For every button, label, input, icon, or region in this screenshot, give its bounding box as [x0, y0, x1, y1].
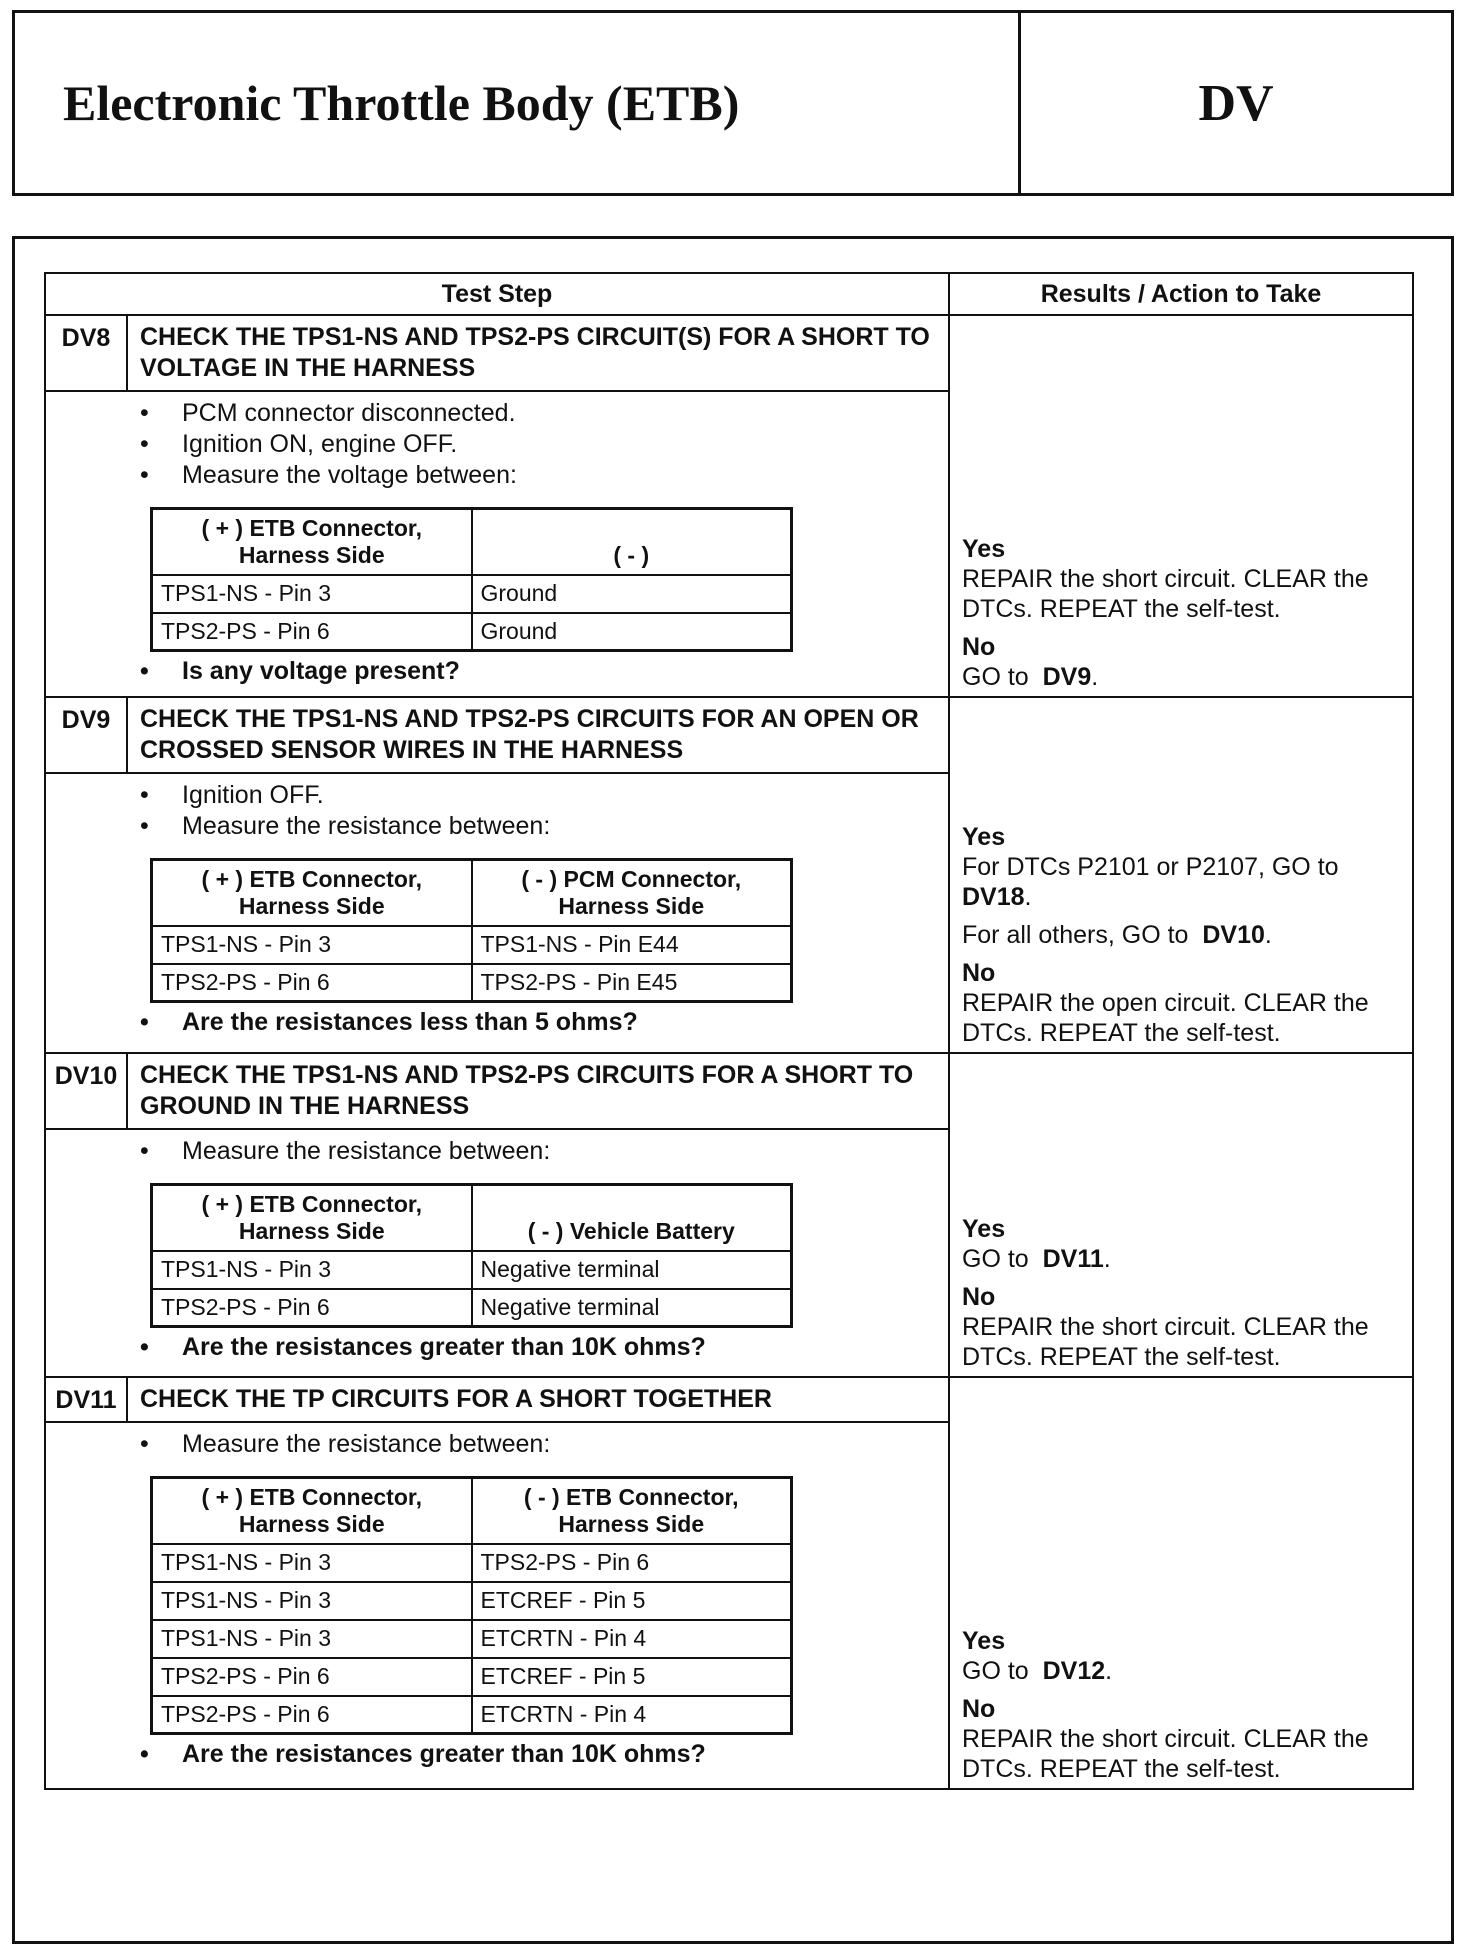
table-row: TPS1-NS - Pin 3 TPS2-PS - Pin 6	[152, 1544, 792, 1582]
test-step-dv9	[46, 698, 1412, 1054]
no-label: No	[962, 1695, 996, 1723]
table-row: TPS2-PS - Pin 6 ETCRTN - Pin 4	[152, 1696, 792, 1734]
column-header: ( - ) ETB Connector, Harness Side	[472, 1478, 792, 1544]
instruction-item: • Ignition ON, engine OFF.	[140, 429, 948, 460]
table-row: TPS1-NS - Pin 3 ETCREF - Pin 5	[152, 1582, 792, 1620]
column-header: ( + ) ETB Connector, Harness Side	[152, 860, 472, 926]
table-row: TPS2-PS - Pin 6 ETCREF - Pin 5	[152, 1658, 792, 1696]
yes-action: REPAIR the short circuit. CLEAR the DTCs. REPEAT the self-test.	[962, 565, 1369, 623]
step-question: • Are the resistances less than 5 ohms?	[140, 1007, 948, 1038]
step-id: DV11	[46, 1378, 128, 1421]
instruction-item: • Measure the resistance between:	[140, 1429, 948, 1460]
instruction-item: • Measure the resistance between:	[140, 811, 948, 842]
no-label: No	[962, 633, 996, 661]
step-id: DV9	[46, 698, 128, 772]
yes-label: Yes	[962, 1215, 1006, 1243]
step-title: CHECK THE TPS1-NS AND TPS2-PS CIRCUIT(S) FOR A SHORT TO VOLTAGE IN THE HARNESS	[140, 323, 930, 382]
page-header	[12, 10, 1454, 196]
step-question: • Are the resistances greater than 10K ohms?	[140, 1739, 948, 1770]
no-action: GO to DV9.	[962, 663, 1099, 691]
results-header: Results / Action to Take	[1040, 279, 1322, 308]
yes-action: GO to DV11.	[962, 1245, 1111, 1273]
yes-label: Yes	[962, 535, 1006, 563]
step-link[interactable]: DV10	[1202, 921, 1265, 949]
step-instructions	[46, 1429, 948, 1460]
table-row: TPS2-PS - Pin 6 Ground	[152, 613, 792, 651]
step-link[interactable]: DV18	[962, 883, 1025, 911]
measurement-table	[150, 1183, 793, 1328]
step-result	[950, 1054, 1412, 1376]
step-result	[950, 1378, 1412, 1788]
test-step-dv8	[46, 316, 1412, 698]
yes-action: For DTCs P2101 or P2107, GO to DV18.	[962, 853, 1339, 911]
step-link[interactable]: DV12	[1042, 1657, 1106, 1685]
instruction-item: • Measure the resistance between:	[140, 1136, 948, 1167]
step-result	[950, 698, 1412, 1052]
table-row: TPS1-NS - Pin 3 ETCRTN - Pin 4	[152, 1620, 792, 1658]
step-instructions	[46, 780, 948, 842]
yes-label: Yes	[962, 823, 1006, 851]
column-header: ( - )	[472, 509, 792, 575]
step-title: CHECK THE TPS1-NS AND TPS2-PS CIRCUITS FOR AN OPEN OR CROSSED SENSOR WIRES IN THE HARNESS	[140, 705, 919, 764]
yes-action: GO to DV12.	[962, 1657, 1113, 1685]
instruction-item: • PCM connector disconnected.	[140, 398, 948, 429]
column-header: ( + ) ETB Connector, Harness Side	[152, 1185, 472, 1251]
no-action: REPAIR the short circuit. CLEAR the DTCs. REPEAT the self-test.	[962, 1725, 1369, 1783]
step-result	[950, 316, 1412, 696]
step-id: DV8	[46, 316, 128, 390]
no-label: No	[962, 959, 996, 987]
diagnostic-table	[44, 272, 1414, 1790]
no-action: REPAIR the open circuit. CLEAR the DTCs. REPEAT the self-test.	[962, 989, 1369, 1047]
table-row: TPS2-PS - Pin 6 TPS2-PS - Pin E45	[152, 964, 792, 1002]
yes-label: Yes	[962, 1627, 1006, 1655]
measurement-table	[150, 1476, 793, 1735]
measurement-table	[150, 507, 793, 652]
instruction-item: • Measure the voltage between:	[140, 460, 948, 491]
step-instructions	[46, 398, 948, 491]
measurement-table	[150, 858, 793, 1003]
section-code: DV	[1198, 74, 1274, 132]
page-title: Electronic Throttle Body (ETB)	[15, 13, 1021, 193]
column-header: ( - ) Vehicle Battery	[472, 1185, 792, 1251]
table-row: TPS1-NS - Pin 3 TPS1-NS - Pin E44	[152, 926, 792, 964]
step-instructions	[46, 1136, 948, 1167]
step-question: • Are the resistances greater than 10K ohms?	[140, 1332, 948, 1363]
step-id: DV10	[46, 1054, 128, 1128]
step-title: CHECK THE TP CIRCUITS FOR A SHORT TOGETHER	[140, 1385, 772, 1413]
column-header: ( + ) ETB Connector, Harness Side	[152, 509, 472, 575]
no-label: No	[962, 1283, 996, 1311]
test-step-dv11	[46, 1378, 1412, 1788]
instruction-item: • Ignition OFF.	[140, 780, 948, 811]
table-row: TPS2-PS - Pin 6 Negative terminal	[152, 1289, 792, 1327]
table-row: TPS1-NS - Pin 3 Negative terminal	[152, 1251, 792, 1289]
others-action: For all others, GO to DV10.	[962, 921, 1272, 949]
step-title: CHECK THE TPS1-NS AND TPS2-PS CIRCUITS FOR A SHORT TO GROUND IN THE HARNESS	[140, 1061, 914, 1120]
table-row: TPS1-NS - Pin 3 Ground	[152, 575, 792, 613]
column-header: ( + ) ETB Connector, Harness Side	[152, 1478, 472, 1544]
step-link[interactable]: DV11	[1042, 1245, 1104, 1273]
step-link[interactable]: DV9	[1042, 663, 1092, 691]
test-step-dv10	[46, 1054, 1412, 1378]
step-question: • Is any voltage present?	[140, 656, 948, 687]
no-action: REPAIR the short circuit. CLEAR the DTCs. REPEAT the self-test.	[962, 1313, 1369, 1371]
table-header	[46, 274, 1412, 316]
test-step-header: Test Step	[46, 274, 950, 314]
column-header: ( - ) PCM Connector, Harness Side	[472, 860, 792, 926]
